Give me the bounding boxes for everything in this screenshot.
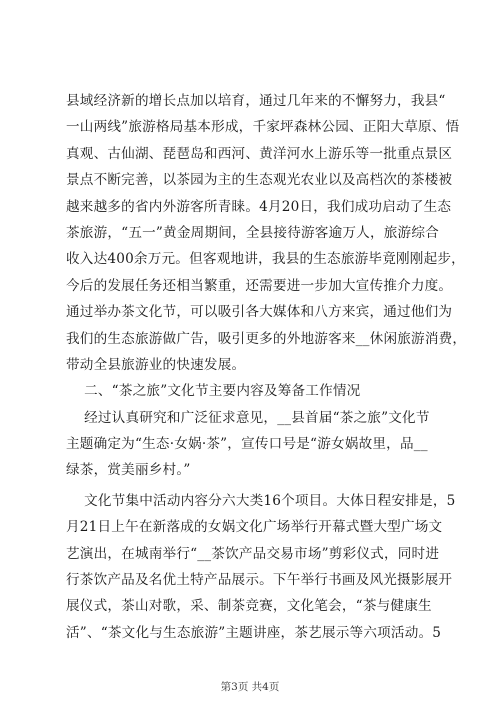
text-line: 我们的生态旅游做广告，吸引更多的外地游客来__休闲旅游消费， bbox=[66, 330, 467, 347]
text-line: 一山两线”旅游格局基本形成，千家坪森林公园、正阳大草原、悟 bbox=[66, 119, 460, 136]
paragraph-3 bbox=[66, 488, 456, 646]
text-line: 带动全县旅游业的快速发展。 bbox=[66, 356, 246, 373]
text-line: 艺演出，在城南举行“__茶饮产品交易市场”剪彩仪式，同时进 bbox=[66, 545, 440, 562]
text-line: 活”、“茶文化与生态旅游”主题讲座，茶艺展示等六项活动。5 bbox=[66, 624, 442, 641]
text-line: 今后的发展任务还相当繁重，还需要进一步加大宣传推介力度。 bbox=[66, 277, 453, 294]
text-line: 展仪式，茶山对歌，采、制茶竞赛，文化笔会，“茶与健康生 bbox=[66, 598, 432, 615]
paragraph-2 bbox=[66, 405, 438, 484]
text-line: 月21日上午在新落成的女娲文化广场举行开幕式暨大型广场文 bbox=[66, 519, 443, 536]
text-line: 通过举办茶文化节，可以吸引各大媒体和八方来宾，通过他们为 bbox=[66, 304, 453, 321]
paragraph-1 bbox=[66, 88, 467, 378]
text-line: 越来越多的省内外游客所青睐。4月20日，我们成功启动了生态 bbox=[66, 198, 452, 215]
text-line: 文化节集中活动内容分六大类16个项目。大体日程安排是，5 bbox=[66, 492, 456, 509]
text-line: 经过认真研究和广泛征求意见，__县首届“茶之旅”文化节 bbox=[66, 409, 430, 426]
page-number: 第3页 共4页 bbox=[220, 681, 280, 693]
page-footer bbox=[0, 679, 500, 694]
text-line: 县域经济新的增长点加以培育，通过几年来的不懈努力，我县“ bbox=[66, 93, 446, 109]
text-line: 主题确定为“生态·女娲·茶”，宣传口号是“游女娲故里，品__ bbox=[66, 436, 428, 453]
text-line: 行茶饮产品及名优土特产品展示。下午举行书画及风光摄影展开 bbox=[66, 572, 453, 589]
text-line: 茶旅游，“五一”黄金周期间，全县接待游客逾万人，旅游综合 bbox=[66, 224, 439, 241]
text-line: 景点不断完善，以茶园为主的生态观光农业以及高档次的茶楼被 bbox=[66, 172, 453, 189]
section-heading bbox=[66, 378, 438, 404]
document-body bbox=[66, 88, 467, 646]
heading-line: 二、“茶之旅”文化节主要内容及筹备工作情况 bbox=[66, 383, 361, 400]
text-line: 真观、古仙湖、琵琶岛和西河、黄洋河水上游乐等一批重点景区 bbox=[66, 145, 453, 162]
text-line: 绿茶，赏美丽乡村。” bbox=[66, 462, 191, 479]
text-line: 收入达400余万元。但客观地讲，我县的生态旅游毕竟刚刚起步， bbox=[66, 251, 465, 268]
